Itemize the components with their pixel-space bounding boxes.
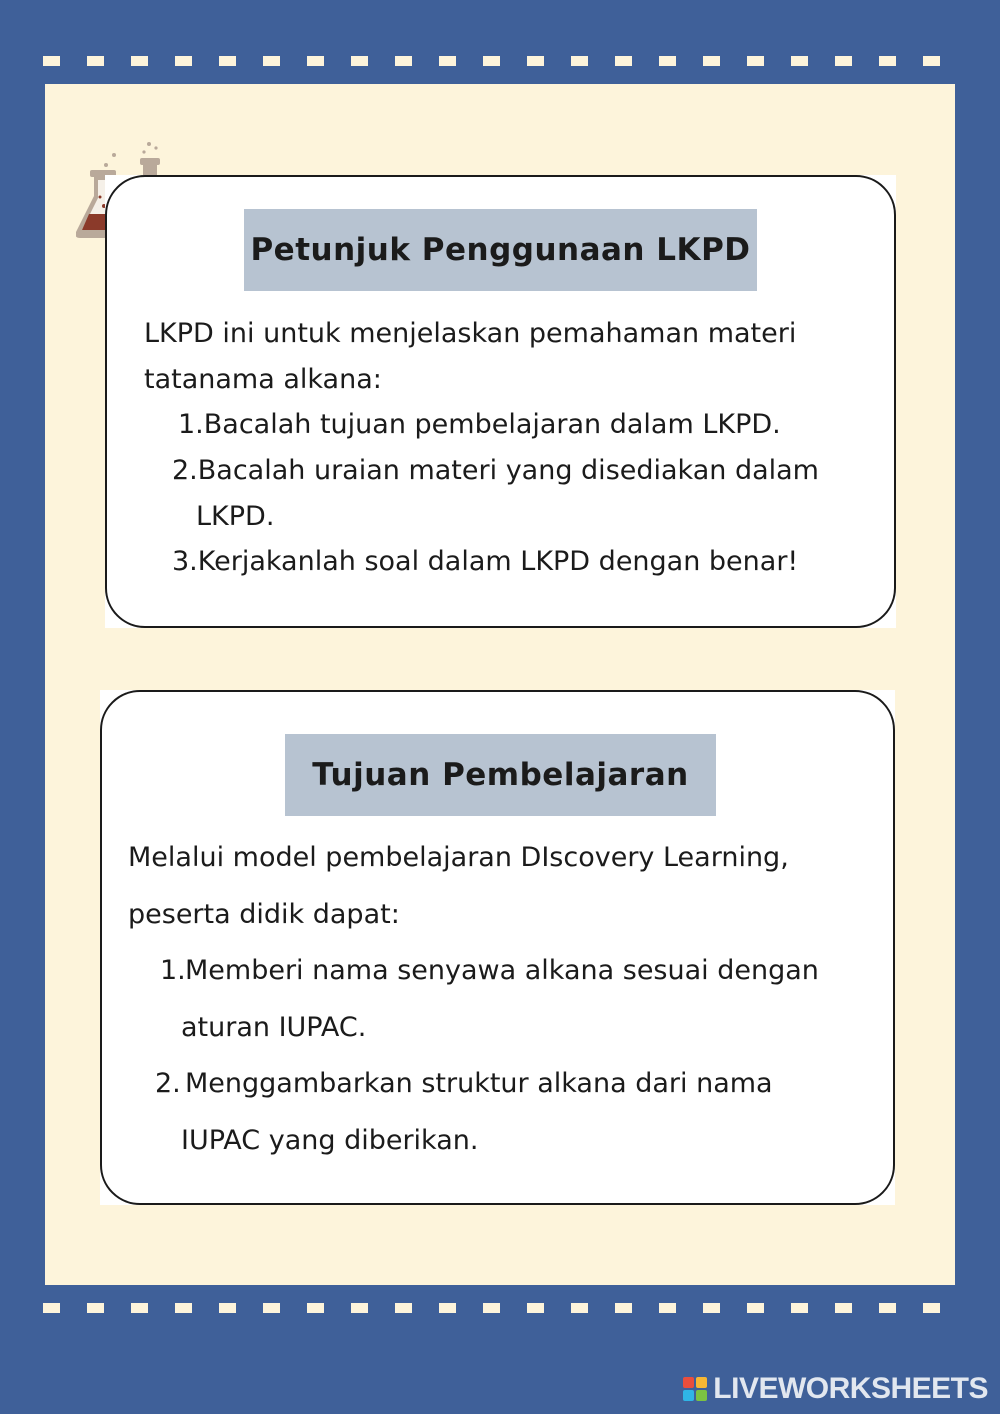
bottom-border-band [45, 1285, 955, 1313]
border-notch [835, 56, 852, 66]
instructions-heading: Petunjuk Penggunaan LKPD [244, 209, 757, 291]
objectives-item-1-number: 1. [160, 955, 186, 986]
top-border-band [45, 56, 955, 84]
instructions-intro-line2: tatanama alkana: [144, 364, 382, 395]
border-notch [659, 1303, 676, 1313]
objectives-item-1: Memberi nama senyawa alkana sesuai dengan [185, 955, 819, 986]
liveworksheets-logo-icon [683, 1377, 707, 1401]
border-notch [43, 1303, 60, 1313]
border-notch [571, 1303, 588, 1313]
border-notch [615, 56, 632, 66]
objectives-heading: Tujuan Pembelajaran [285, 734, 716, 816]
border-notch [131, 56, 148, 66]
instructions-item-2: 2.Bacalah uraian materi yang disediakan dalam [172, 455, 819, 486]
border-notch [923, 1303, 940, 1313]
objectives-item-2: Menggambarkan struktur alkana dari nama [185, 1068, 773, 1099]
objectives-item-2-number: 2. [155, 1068, 181, 1099]
border-notch [263, 1303, 280, 1313]
border-notch [351, 56, 368, 66]
border-notch [483, 56, 500, 66]
border-notch [351, 1303, 368, 1313]
objectives-item-2-cont: IUPAC yang diberikan. [181, 1125, 479, 1156]
border-notch [571, 56, 588, 66]
border-notch [659, 56, 676, 66]
border-notch [395, 1303, 412, 1313]
border-notch [703, 56, 720, 66]
instructions-item-1: 1.Bacalah tujuan pembelajaran dalam LKPD. [178, 409, 781, 440]
border-notch [747, 1303, 764, 1313]
border-notch [307, 1303, 324, 1313]
border-notch [439, 56, 456, 66]
liveworksheets-watermark [683, 1372, 988, 1406]
border-notch [395, 56, 412, 66]
instructions-intro-line1: LKPD ini untuk menjelaskan pemahaman materi [144, 318, 797, 349]
objectives-item-1-cont: aturan IUPAC. [181, 1012, 367, 1043]
border-notch [923, 56, 940, 66]
border-notch [791, 56, 808, 66]
border-notch [791, 1303, 808, 1313]
border-notch [747, 56, 764, 66]
border-notch [175, 56, 192, 66]
watermark-text: LIVEWORKSHEETS [713, 1372, 988, 1405]
border-notch [879, 56, 896, 66]
border-notch [131, 1303, 148, 1313]
border-notch [527, 1303, 544, 1313]
border-notch [43, 56, 60, 66]
border-notch [879, 1303, 896, 1313]
border-notch [219, 56, 236, 66]
instructions-item-3: 3.Kerjakanlah soal dalam LKPD dengan benar! [172, 546, 799, 577]
border-notch [527, 56, 544, 66]
border-notch [703, 1303, 720, 1313]
border-notch [219, 1303, 236, 1313]
objectives-intro-line1: Melalui model pembelajaran DIscovery Learning, [128, 842, 789, 873]
instructions-item-2-cont: LKPD. [196, 501, 275, 532]
border-notch [307, 56, 324, 66]
border-notch [835, 1303, 852, 1313]
border-notch [87, 56, 104, 66]
border-notch [615, 1303, 632, 1313]
objectives-intro-line2: peserta didik dapat: [128, 899, 400, 930]
border-notch [439, 1303, 456, 1313]
border-notch [87, 1303, 104, 1313]
border-notch [175, 1303, 192, 1313]
border-notch [263, 56, 280, 66]
border-notch [483, 1303, 500, 1313]
